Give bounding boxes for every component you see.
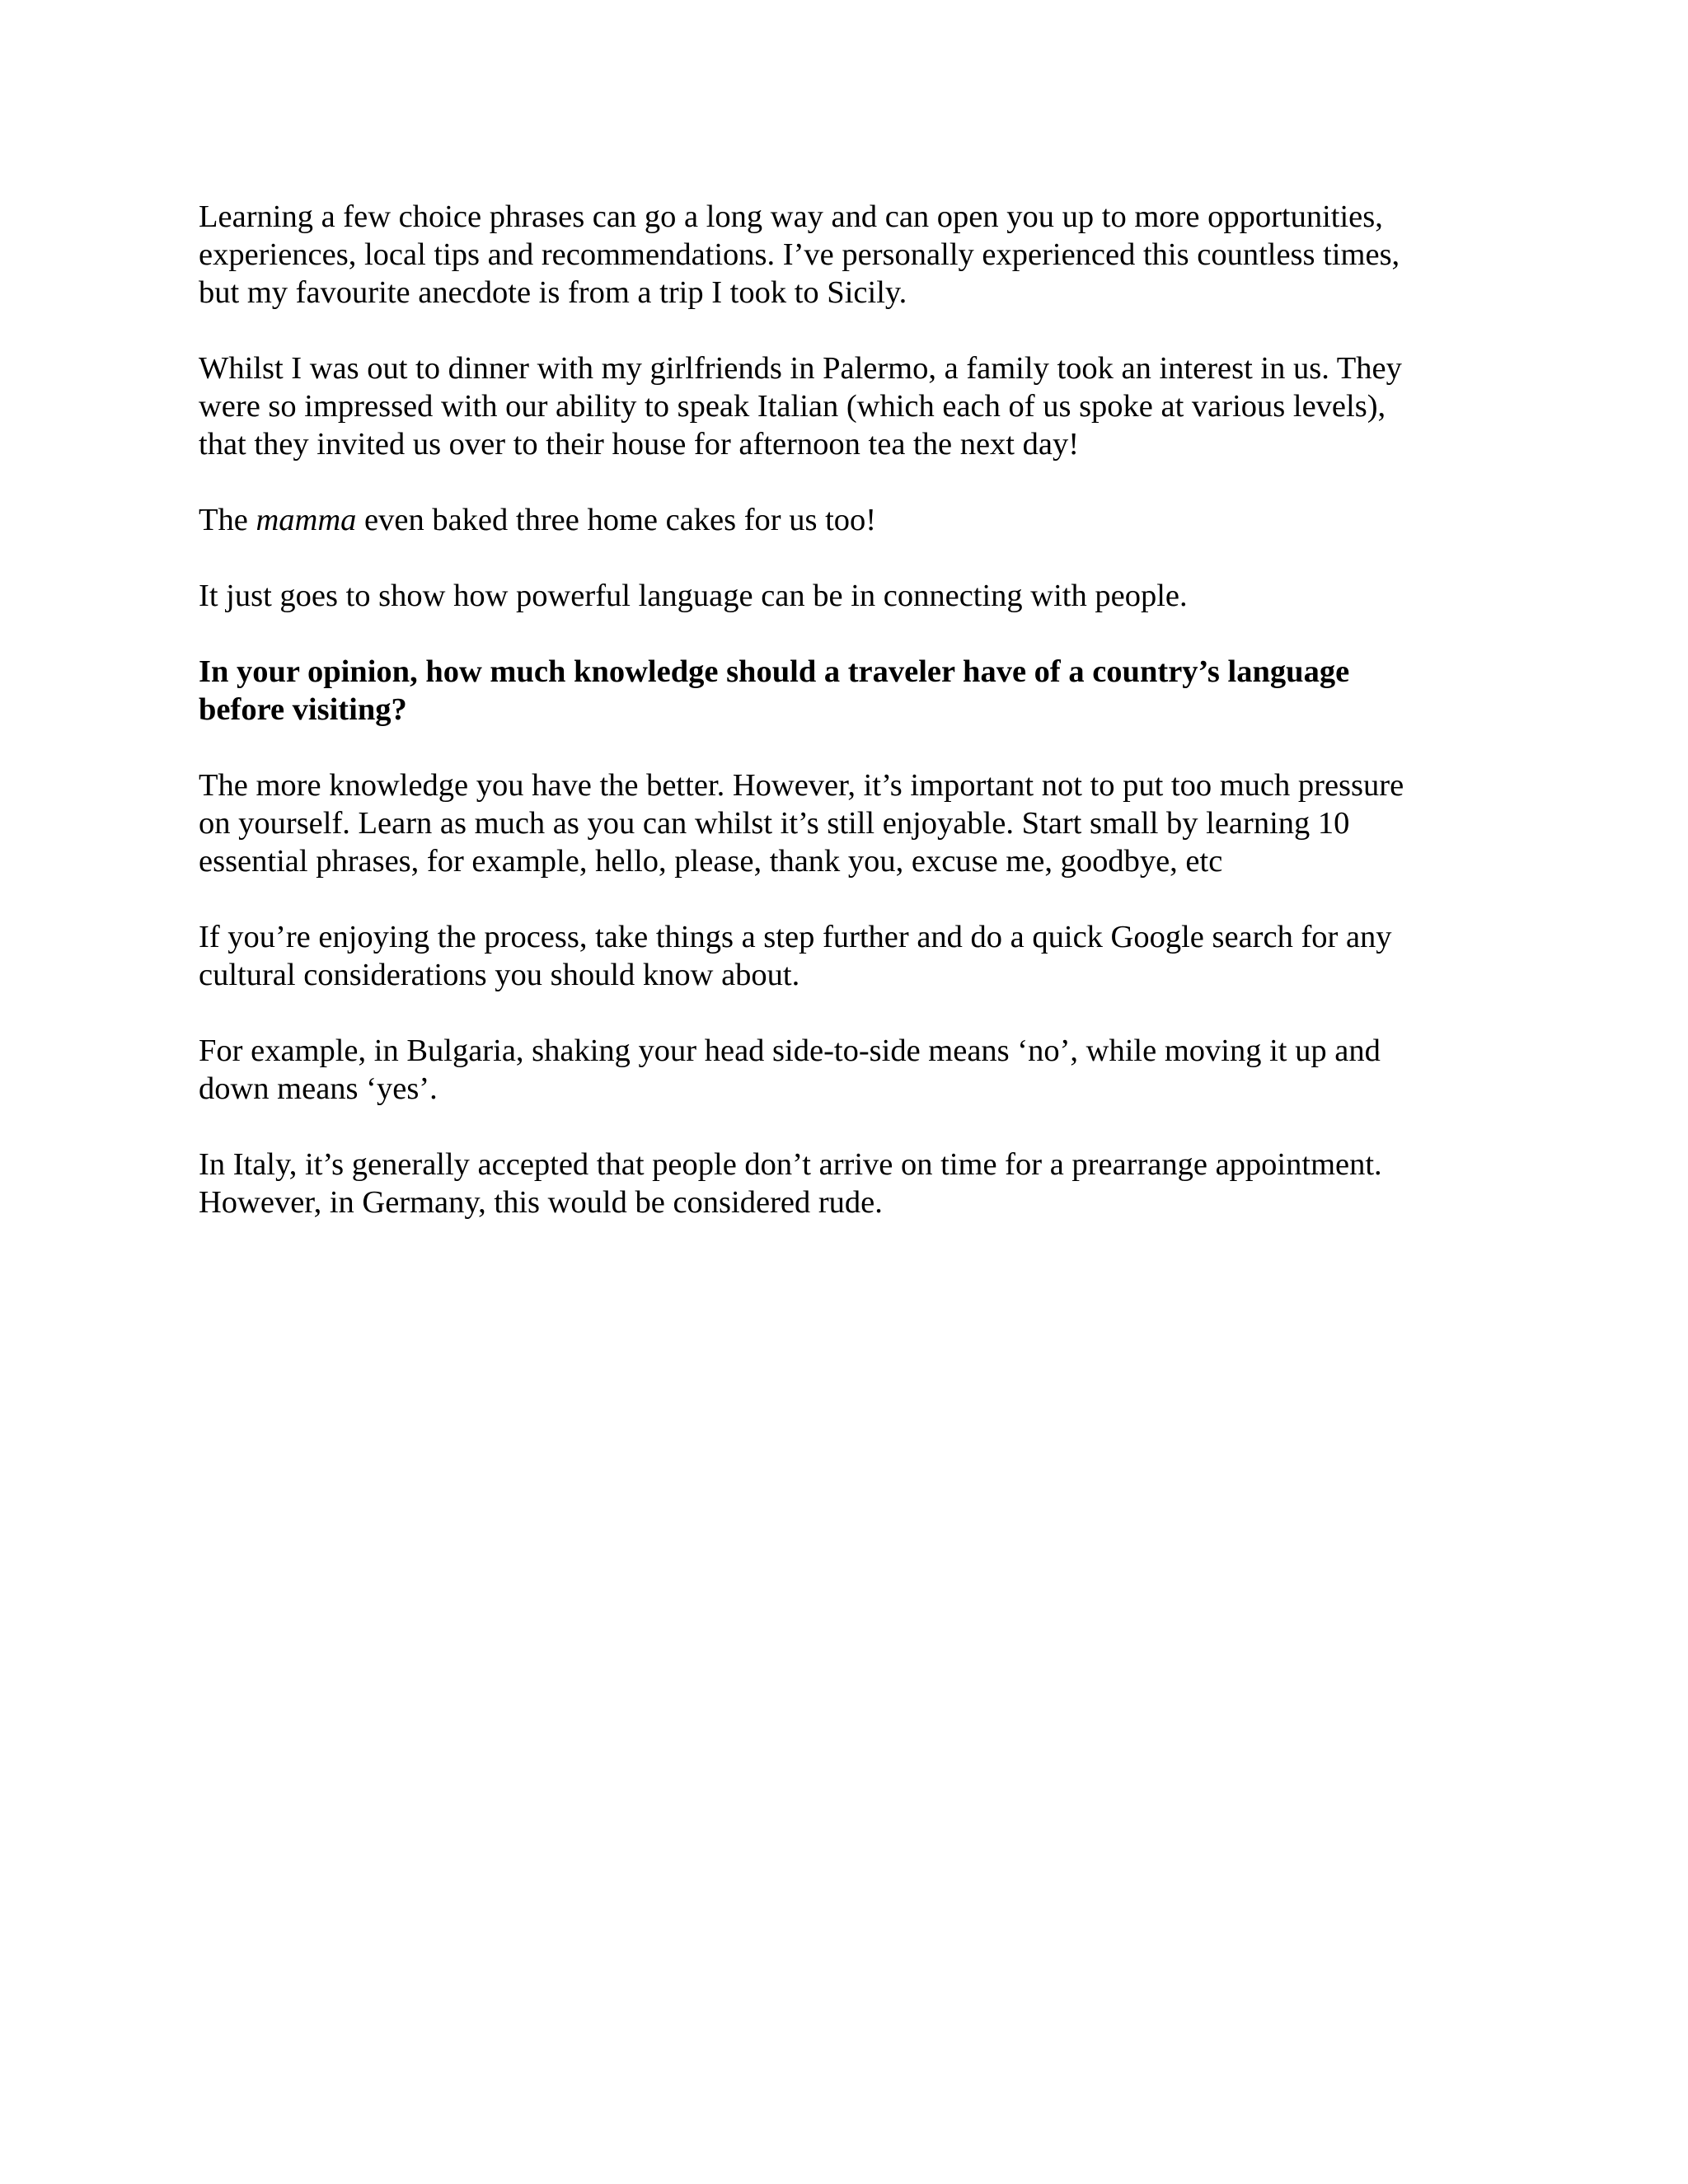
text-line: experiences, local tips and recommendations. I’ve personally experienced this countless times, (199, 237, 1400, 272)
text-line: were so impressed with our ability to speak Italian (which each of us spoke at various levels), (199, 389, 1386, 424)
paragraph-italy-germany (199, 1146, 1484, 1221)
text-line: If you’re enjoying the process, take things a step further and do a quick Google search for any (199, 920, 1392, 954)
text-line: down means ‘yes’. (199, 1071, 438, 1106)
paragraph-language-power (199, 577, 1484, 615)
paragraph-bulgaria-example (199, 1032, 1484, 1108)
text-line: In Italy, it’s generally accepted that people don’t arrive on time for a prearrange appointment. (199, 1147, 1382, 1182)
text-line: cultural considerations you should know about. (199, 958, 800, 992)
text-line: Whilst I was out to dinner with my girlfriends in Palermo, a family took an interest in us. They (199, 351, 1402, 386)
paragraph-cultural-considerations (199, 918, 1484, 994)
text-run: even baked three home cakes for us too! (356, 503, 877, 537)
text-line: In your opinion, how much knowledge should a traveler have of a country’s language (199, 654, 1350, 689)
text-line: but my favourite anecdote is from a trip I took to Sicily. (199, 275, 907, 310)
document-body (199, 198, 1484, 1259)
italic-word: mamma (256, 503, 357, 537)
interview-question (199, 653, 1484, 729)
text-line: before visiting? (199, 692, 407, 727)
text-line: Learning a few choice phrases can go a long way and can open you up to more opportunities, (199, 199, 1383, 234)
text-line: on yourself. Learn as much as you can whilst it’s still enjoyable. Start small by learning 10 (199, 806, 1350, 841)
text-line: It just goes to show how powerful language can be in connecting with people. (199, 579, 1188, 613)
paragraph-mamma-cakes (199, 501, 1484, 539)
paragraph-palermo-anecdote (199, 349, 1484, 463)
text-line: The more knowledge you have the better. However, it’s important not to put too much pressure (199, 768, 1404, 803)
text-run: The (199, 503, 256, 537)
text-line: that they invited us over to their house for afternoon tea the next day! (199, 427, 1080, 462)
paragraph-knowledge-answer (199, 766, 1484, 880)
text-line: essential phrases, for example, hello, please, thank you, excuse me, goodbye, etc (199, 844, 1223, 879)
text-line: For example, in Bulgaria, shaking your head side-to-side means ‘no’, while moving it up and (199, 1033, 1381, 1068)
text-line (199, 501, 1484, 539)
paragraph-phrases-intro (199, 198, 1484, 312)
text-line: However, in Germany, this would be considered rude. (199, 1185, 883, 1220)
